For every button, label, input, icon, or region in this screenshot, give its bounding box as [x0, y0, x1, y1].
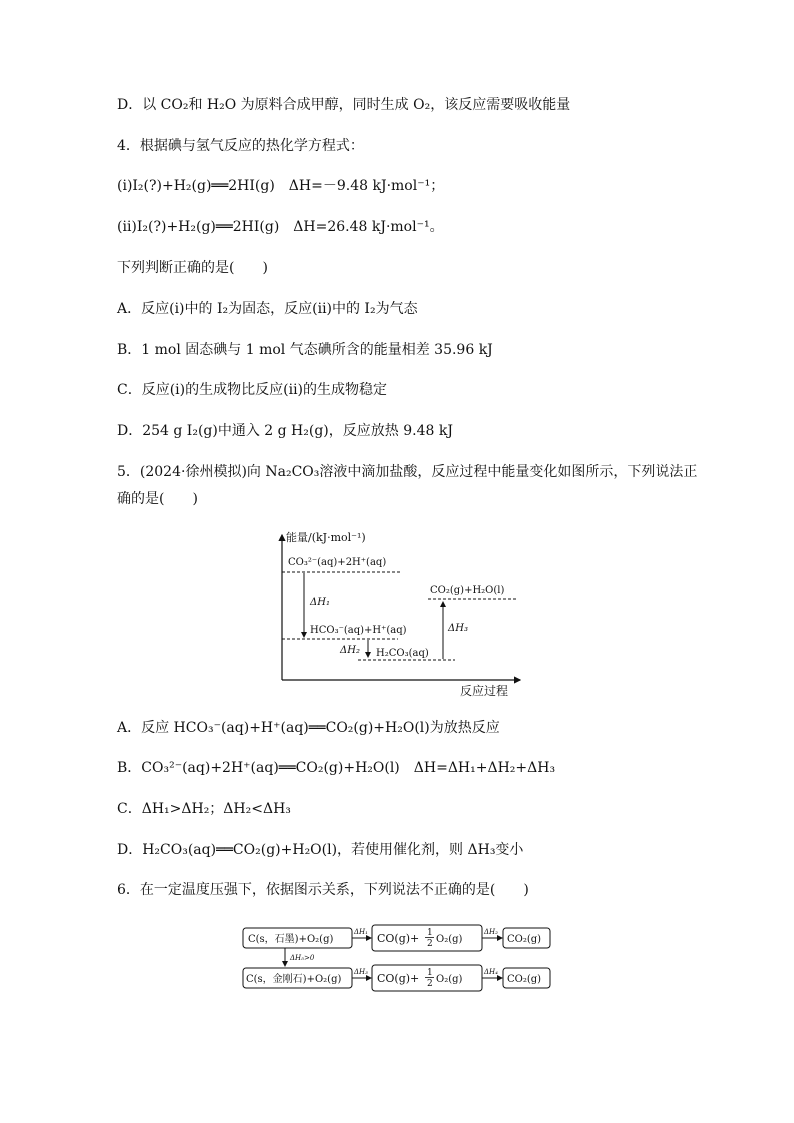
half-num-top: 1 [427, 928, 433, 938]
q5-option-a: A．反应 HCO₃⁻(aq)+H⁺(aq)══CO₂(g)+H₂O(l)为放热反应 [117, 720, 500, 736]
q6-stem: 6．在一定温度压强下，依据图示关系，下列说法不正确的是( ) [117, 882, 529, 898]
arrow-h4-label: ΔH₄ [484, 968, 498, 976]
arrow-h3-label: ΔH₃ [354, 968, 368, 976]
arrow-h5-label: ΔH₅>0 [290, 954, 315, 962]
q3-option-d: D．以 CO₂和 H₂O 为原料合成甲醇，同时生成 O₂，该反应需要吸收能量 [117, 97, 571, 113]
q4-question: 下列判断正确的是( ) [117, 260, 268, 276]
box-co2-bottom-label: CO₂(g) [507, 974, 542, 985]
o2-suffix-top: O₂(g) [436, 934, 463, 945]
q4-option-c: C．反应(ⅰ)的生成物比反应(ⅱ)的生成物稳定 [117, 382, 387, 398]
q5-option-b: B．CO₃²⁻(aq)+2H⁺(aq)══CO₂(g)+H₂O(l) ΔH=ΔH₁+ΔH₂+ΔH₃ [117, 760, 556, 776]
q5-option-d: D．H₂CO₃(aq)══CO₂(g)+H₂O(l)，若使用催化剂，则 ΔH₃变小 [117, 842, 524, 858]
x-axis-label: 反应过程 [460, 684, 509, 698]
y-axis-label: 能量/(kJ·mol⁻¹) [286, 531, 366, 544]
box-co2-top-label: CO₂(g) [507, 934, 542, 945]
q4-option-d: D．254 g I₂(g)中通入 2 g H₂(g)，反应放热 9.48 kJ [117, 423, 453, 439]
level-3-label: H₂CO₃(aq) [376, 648, 429, 659]
arrow-h2-label: ΔH₂ [484, 928, 498, 936]
q4-equation-1: (ⅰ)I₂(?)+H₂(g)══2HI(g) ΔH=－9.48 kJ·mol⁻¹； [117, 178, 445, 194]
flow-diagram [240, 920, 560, 1000]
q5-option-c: C．ΔH₁>ΔH₂；ΔH₂<ΔH₃ [117, 801, 291, 817]
box-co-top-label: CO(g)+ [377, 932, 420, 945]
box-graphite-label: C(s，石墨)+O₂(g) [248, 934, 334, 945]
half-num-bottom: 1 [427, 968, 433, 978]
dh1-label: ΔH₁ [310, 597, 330, 608]
o2-suffix-bottom: O₂(g) [436, 974, 463, 985]
dh2-label: ΔH₂ [340, 645, 360, 656]
level-2-label: HCO₃⁻(aq)+H⁺(aq) [310, 625, 407, 636]
level-4-label: CO₂(g)+H₂O(l) [430, 585, 505, 596]
energy-diagram [260, 525, 530, 700]
q5-stem-line-2: 确的是( ) [117, 491, 198, 507]
half-den-top: 2 [427, 939, 433, 949]
dh3-label: ΔH₃ [448, 623, 468, 634]
q4-option-b: B．1 mol 固态碘与 1 mol 气态碘所含的能量相差 35.96 kJ [117, 342, 493, 358]
q4-equation-2: (ⅱ)I₂(?)+H₂(g)══2HI(g) ΔH=26.48 kJ·mol⁻¹。 [117, 219, 444, 235]
q5-stem-line-1: 5．(2024·徐州模拟)向 Na₂CO₃溶液中滴加盐酸，反应过程中能量变化如图所示，下列说法正 [117, 464, 698, 480]
level-1-label: CO₃²⁻(aq)+2H⁺(aq) [288, 557, 387, 568]
q4-option-a: A．反应(ⅰ)中的 I₂为固态，反应(ⅱ)中的 I₂为气态 [117, 301, 418, 317]
box-diamond-label: C(s，金刚石)+O₂(g) [246, 974, 342, 985]
half-den-bottom: 2 [427, 979, 433, 989]
box-co-bottom-label: CO(g)+ [377, 972, 420, 985]
arrow-h1-label: ΔH₁ [354, 928, 368, 936]
q4-stem: 4．根据碘与氢气反应的热化学方程式： [117, 138, 364, 154]
